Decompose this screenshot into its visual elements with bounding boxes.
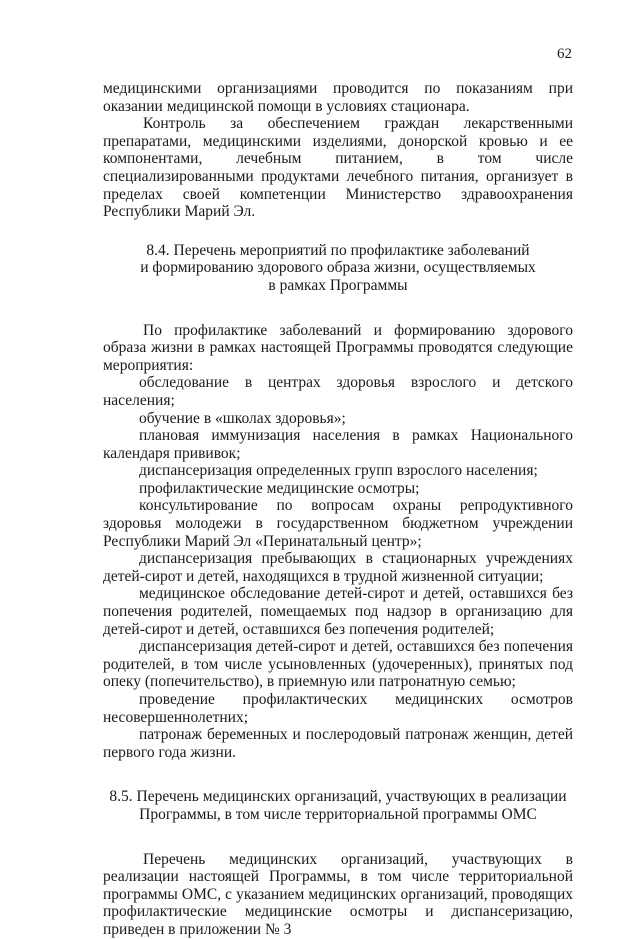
list-item: патронаж беременных и послеродовый патронаж женщин, детей первого года жизни. [103, 726, 573, 761]
paragraph-continuation: медицинскими организациями проводится по показаниям при оказании медицинской помощи в условиях стационара. [103, 80, 573, 115]
heading-line: Программы, в том числе территориальной программы ОМС [139, 805, 537, 823]
list-item: плановая иммунизация населения в рамках Национального календаря прививок; [103, 427, 573, 462]
heading-line: в рамках Программы [268, 276, 408, 294]
list-item: профилактические медицинские осмотры; [139, 479, 420, 497]
heading-line: и формированию здорового образа жизни, осуществляемых [140, 259, 536, 277]
section-8-4-intro: По профилактике заболеваний и формированию здорового образа жизни в рамках настоящей Программы проводятся следующие мероприятия: [103, 321, 573, 374]
document-body [103, 80, 573, 939]
page-number: 62 [557, 46, 572, 62]
measures-list [103, 374, 573, 761]
heading-line: 8.4. Перечень мероприятий по профилактике заболеваний [146, 241, 530, 259]
list-item: консультирование по вопросам охраны репродуктивного здоровья молодежи в государственном бюджетном учреждении Республики Марий Эл «Перинатальный центр»; [103, 497, 573, 550]
paragraph-control: Контроль за обеспечением граждан лекарственными препаратами, медицинскими изделиями, донорской кровью и ее компонентами, лечебным питанием, в том числе специализированными продуктами лечебного питания, организует в пределах своей компетенции Министерство здравоохранения Республики Марий Эл. [103, 115, 573, 221]
list-item: диспансеризация определенных групп взрослого населения; [139, 462, 538, 480]
list-item: обучение в «школах здоровья»; [139, 409, 346, 427]
section-8-5-heading [103, 788, 573, 823]
list-item: проведение профилактических медицинских осмотров несовершеннолетних; [103, 691, 573, 726]
list-item: диспансеризация детей-сирот и детей, оставшихся без попечения родителей, в том числе усыновленных (удочеренных), принятых под опеку (попечительство), в приемную или патронатную семью; [103, 638, 573, 691]
list-item: медицинское обследование детей-сирот и детей, оставшихся без попечения родителей, помещаемых под надзор в организацию для детей-сирот и детей, оставшихся без попечения родителей; [103, 585, 573, 638]
section-8-4-heading [103, 242, 573, 295]
list-item: диспансеризация пребывающих в стационарных учреждениях детей-сирот и детей, находящихся в трудной жизненной ситуации; [103, 550, 573, 585]
list-item: обследование в центрах здоровья взрослого и детского населения; [103, 374, 573, 409]
heading-line: 8.5. Перечень медицинских организаций, участвующих в реализации [109, 788, 567, 806]
section-8-5-paragraph: Перечень медицинских организаций, участвующих в реализации настоящей Программы, в том числе территориальной программы ОМС, с указанием медицинских организаций, проводящих профилактические медицинские осмотры и диспансеризацию, приведен в приложении № 3 [103, 850, 573, 938]
